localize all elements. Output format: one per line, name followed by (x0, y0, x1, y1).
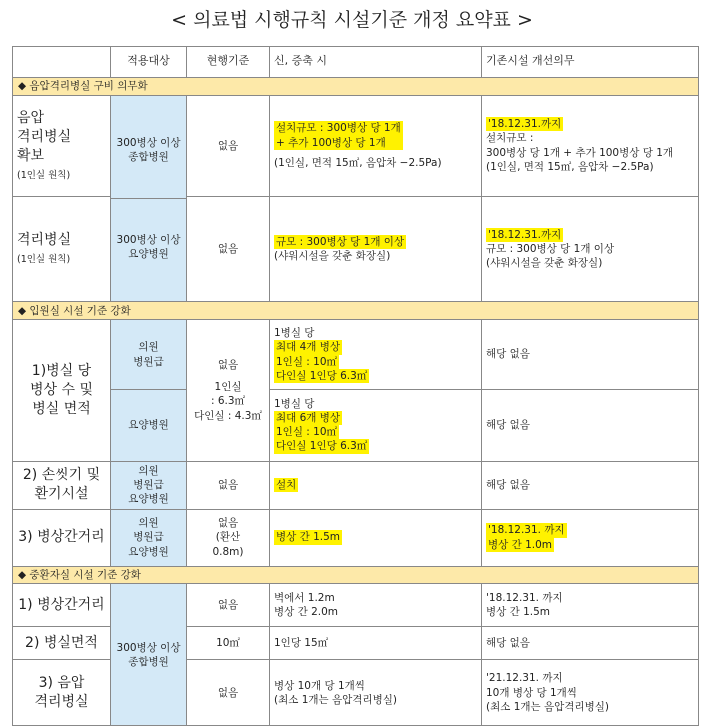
table-row (13, 95, 699, 196)
table-row (13, 584, 699, 626)
table-row (13, 389, 699, 461)
existing-cell: '18.12.31.까지 규모 : 300병상 당 1개 이상 (샤워시설을 갖춘 화장실) (482, 196, 699, 302)
current-cell: 없음 (환산 0.8m) (187, 509, 270, 566)
current-cell: 없음 (187, 584, 270, 626)
current-cell: 없음 (187, 660, 270, 726)
section-row (13, 77, 699, 95)
summary-table (12, 46, 699, 726)
header-row (13, 47, 699, 78)
existing-cell: '18.12.31. 까지 병상 간 1.5m (482, 584, 699, 626)
section-title: ◆ 중환자실 시설 기준 강화 (13, 566, 699, 584)
existing-cell: '18.12.31.까지 설치규모 : 300병상 당 1개 + 추가 100병상 당 1개 (1인실, 면적 15㎡, 음압차 −2.5Pa) (482, 95, 699, 196)
category-cell: 3) 병상간거리 (13, 509, 111, 566)
target-cell: 300병상 이상 종합병원 (111, 584, 187, 726)
header-existing: 기존시설 개선의무 (482, 47, 699, 78)
table-row (13, 461, 699, 509)
table-row (13, 509, 699, 566)
new-cell: 규모 : 300병상 당 1개 이상 (샤워시설을 갖춘 화장실) (270, 196, 482, 302)
header-new: 신, 증축 시 (270, 47, 482, 78)
new-cell: 벽에서 1.2m 병상 간 2.0m (270, 584, 482, 626)
target-cell: 의원 병원급 요양병원 (111, 509, 187, 566)
target-cell: 의원 병원급 (111, 320, 187, 390)
new-cell: 병상 간 1.5m (270, 509, 482, 566)
target-cell: 요양병원 (111, 389, 187, 461)
category-cell: 2) 병실면적 (13, 626, 111, 660)
new-cell: 설치 (270, 461, 482, 509)
category-cell: 격리병실 (1인실 원칙) (13, 196, 111, 302)
current-cell: 없음 (187, 196, 270, 302)
existing-cell: 해당 없음 (482, 626, 699, 660)
current-cell: 없음 1인실 : 6.3㎡ 다인실 : 4.3㎡ (187, 320, 270, 461)
new-cell: 1병실 당 최대 4개 병상 1인실 : 10㎡ 다인실 1인당 6.3㎡ (270, 320, 482, 390)
current-cell: 10㎡ (187, 626, 270, 660)
new-cell: 1인당 15㎡ (270, 626, 482, 660)
header-target: 적용대상 (111, 47, 187, 78)
existing-cell: 해당 없음 (482, 461, 699, 509)
existing-cell: 해당 없음 (482, 320, 699, 390)
category-cell: 1)병실 당 병상 수 및 병실 면적 (13, 320, 111, 461)
target-cell: 300병상 이상 종합병원 300병상 이상 요양병원 (111, 95, 187, 302)
new-cell: 1병실 당 최대 6개 병상 1인실 : 10㎡ 다인실 1인당 6.3㎡ (270, 389, 482, 461)
section-row (13, 302, 699, 320)
category-cell: 음압 격리병실 확보 (1인실 원칙) (13, 95, 111, 196)
existing-cell: '18.12.31. 까지 병상 간 1.0m (482, 509, 699, 566)
new-cell: 설치규모 : 300병상 당 1개 + 추가 100병상 당 1개 (1인실, 면적 15㎡, 음압차 −2.5Pa) (270, 95, 482, 196)
section-title: ◆ 입원실 시설 기준 강화 (13, 302, 699, 320)
new-cell: 병상 10개 당 1개씩 (최소 1개는 음압격리병실) (270, 660, 482, 726)
header-blank (13, 47, 111, 78)
table-row (13, 320, 699, 390)
target-cell: 의원 병원급 요양병원 (111, 461, 187, 509)
category-cell: 3) 음압 격리병실 (13, 660, 111, 726)
page-title: < 의료법 시행규칙 시설기준 개정 요약표 > (171, 9, 533, 31)
section-row (13, 566, 699, 584)
current-cell: 없음 (187, 95, 270, 196)
existing-cell: 해당 없음 (482, 389, 699, 461)
category-cell: 2) 손씻기 및 환기시설 (13, 461, 111, 509)
existing-cell: '21.12.31. 까지 10개 병상 당 1개씩 (최소 1개는 음압격리병실) (482, 660, 699, 726)
header-current: 현행기준 (187, 47, 270, 78)
category-cell: 1) 병상간거리 (13, 584, 111, 626)
current-cell: 없음 (187, 461, 270, 509)
section-title: ◆ 음압격리병실 구비 의무화 (13, 77, 699, 95)
